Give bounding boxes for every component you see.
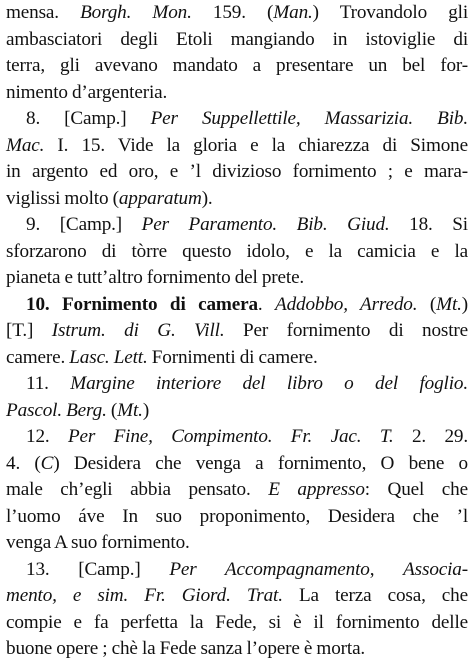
text-line [6,345,468,372]
text-line [6,477,468,504]
text-line [6,636,468,663]
text-run: 18. Si [389,214,468,235]
text-run: venga A suo fornimento. [6,532,190,553]
text-run: , [369,558,404,580]
text-line [6,212,468,239]
text-run: 159. ( [191,2,274,23]
text-line [6,133,468,160]
italic-text: Per Suppellettile, Massarizia. Bib. [150,108,468,129]
italic-text: Margine interiore del libro o del foglio. [70,373,468,394]
text-line [6,398,468,425]
text-run: camere. [6,346,70,368]
text-run: Per fornimento di nostre [224,320,468,341]
italic-text: apparatum [118,187,202,209]
italic-text: Per Accompagnamento [169,558,370,580]
text-line [6,504,468,531]
text-line [6,239,468,266]
text-line [6,424,468,451]
text-line [6,292,468,319]
text-run: I. 15. Vide la gloria e la chiarezza di Simone [44,134,468,156]
text-run: ambasciatori degli Etoli mangiando in istoviglie di [6,28,468,50]
dictionary-entry-text [6,0,469,659]
italic-text: mento, e sim. Fr. Giord. Trat. [6,585,283,606]
text-run: ) [142,399,150,421]
text-line [6,610,468,637]
italic-text: E appresso [268,479,365,500]
text-run: 8. [Camp.] [26,108,151,129]
text-run: ). [201,187,213,209]
text-run: ) Desidera che venga a fornimento, O bene o [53,452,468,474]
text-run: . [257,293,276,315]
text-run: : Quel che [364,479,468,500]
text-run: buone opere ; chè la Fede sanza l’opere è morta. [6,638,366,659]
text-line [6,265,468,292]
text-line [6,530,468,557]
text-line [6,583,468,610]
text-line [6,106,468,133]
text-run: sforzarono di tòrre questo idolo, e la camicia e la [6,240,468,262]
text-line [6,159,468,186]
text-run: male ch’egli abbia pensato. [6,479,269,500]
text-run: 12. [26,426,68,447]
text-line [6,53,468,80]
text-line [6,186,468,213]
text-run: nimento d’argenteria. [6,81,168,103]
italic-text: Man. [273,2,313,23]
italic-text: Mac. [6,134,45,156]
italic-text: Istrum. di G. Vill. [51,320,225,341]
text-run: pianeta e tutt’altro fornimento del prete. [6,267,305,288]
italic-text: Per Paramento. Bib. Giud. [141,214,390,235]
text-line [6,451,468,478]
text-run: 11. [26,373,71,394]
text-line [6,0,468,27]
italic-text: Borgh. Mon. [80,2,192,23]
text-line [6,371,468,398]
italic-text: Addobbo, Arredo. [275,293,418,315]
italic-text: Pascol. Berg. [6,399,107,421]
text-run: l’uomo áve In suo proponimento, Desidera che ’l [6,505,468,527]
text-run: 9. [Camp.] [26,214,142,235]
text-run: 2. 29. [393,426,468,447]
italic-text: C [40,452,54,474]
text-run: compie e fa perfetta la Fede, si è il fornimento delle [6,611,468,633]
text-run: ) Trovandolo gli [312,2,469,23]
italic-text: Lasc. Lett. [69,346,148,368]
italic-text: Mt. [117,399,143,421]
bold-text: 10. Fornimento di camera [26,293,258,315]
italic-text: Per Fine, Compimento. Fr. Jac. T. [67,426,394,447]
text-run: in argento ed oro, e ’l divizioso fornimento ; e mara- [6,161,468,182]
text-run: 13. [Camp.] [26,558,170,580]
text-run: La terza cosa, che [282,585,468,606]
text-run: ) [461,293,469,315]
text-line [6,27,468,54]
italic-text: Mt. [436,293,462,315]
text-run: ( [417,293,437,315]
text-run: Fornimenti di camere. [147,346,318,368]
italic-text: Associa- [403,558,468,580]
text-line [6,557,468,584]
text-line [6,318,468,345]
text-run: 4. ( [6,452,41,474]
text-run: mensa. [6,2,81,23]
text-run: ( [106,399,118,421]
text-line [6,80,468,107]
text-run: terra, gli avevano mandato a presentare un bel for- [6,55,468,76]
text-run: viglissi molto ( [6,187,119,209]
text-run: [T.] [6,320,52,341]
